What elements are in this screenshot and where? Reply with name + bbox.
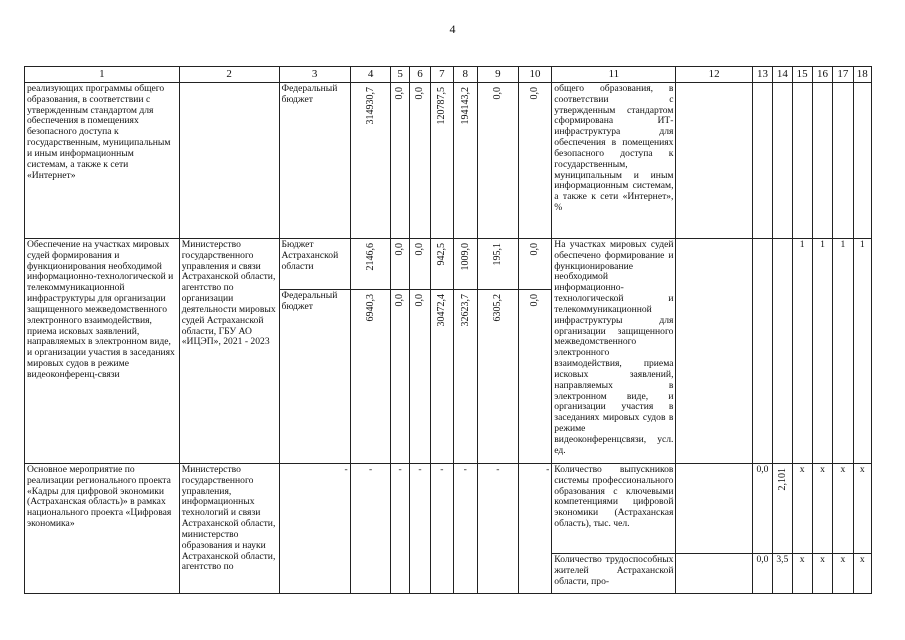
x-cell: x	[853, 554, 871, 594]
table-row	[25, 464, 872, 554]
event-description: Обеспечение на участках мировых судей формирования и функционирования необходимой информационно-технологической и телекоммуникационной инфраструктуры для организации защищенного межведомственного электронного взаимодействия, приема исковых заявлений, направляемых в электронном виде, и организации участия в заседаниях мировых судов в режиме видеоконференц-связи	[25, 239, 180, 464]
target-value: 1	[792, 239, 812, 464]
value-text: 1009,0	[459, 243, 471, 271]
value-cell	[350, 83, 391, 239]
dash-cell: -	[409, 464, 430, 594]
dash-cell: -	[477, 464, 518, 594]
indicator-description: Количество трудоспособных жителей Астраханской области, про-	[552, 554, 676, 594]
page-number: 4	[449, 22, 456, 36]
empty-cell	[676, 464, 752, 554]
col-header: 18	[853, 67, 871, 83]
col-header: 2	[179, 67, 279, 83]
value-text: 32623,7	[459, 294, 471, 327]
empty-cell	[676, 554, 752, 594]
dash-cell: -	[518, 464, 552, 594]
base-value: 0,0	[752, 554, 772, 594]
empty-cell	[812, 83, 832, 239]
value-text: 0,0	[529, 294, 541, 307]
empty-cell	[773, 83, 792, 239]
value-cell	[350, 239, 391, 290]
col-header: 16	[812, 67, 832, 83]
funding-source: Федеральный бюджет	[279, 83, 350, 239]
table-row	[25, 239, 872, 290]
funding-source: Бюджет Астраханской области	[279, 239, 350, 290]
x-cell: x	[812, 554, 832, 594]
value-text: 0,0	[414, 294, 426, 307]
value-cell	[391, 239, 409, 290]
empty-cell	[676, 83, 752, 239]
empty-cell	[853, 83, 871, 239]
value-cell	[453, 290, 477, 464]
x-cell: x	[812, 464, 832, 554]
executor-cell: Министерство государственного управления, информационных технологий и связи Астраханской области, министерство образования и науки Астраханской области, агентство по	[179, 464, 279, 594]
value-cell	[350, 290, 391, 464]
header-row	[25, 67, 872, 83]
value-cell	[518, 290, 552, 464]
value-text: 195,1	[492, 243, 504, 266]
table-row	[25, 83, 872, 239]
value-text: 0,0	[394, 294, 406, 307]
empty-cell	[752, 239, 772, 464]
value-cell	[773, 464, 792, 554]
x-cell: x	[792, 554, 812, 594]
value-cell	[431, 83, 453, 239]
indicator-description: На участках мировых судей обеспечено формирование и функционирование необходимой информационно-технологической и телекоммуникационной инфраструктуры для организации защищенного межведомственного электронного взаимодействия, приема исковых заявлений, направляемых в электронном виде, и организации участия в заседаниях мировых судов в режиме видеоконференцсвязи, усл. ед.	[552, 239, 676, 464]
value-text: 0,0	[529, 87, 541, 100]
value-text: 6940,3	[364, 294, 376, 322]
empty-cell	[752, 83, 772, 239]
target-value: 1	[853, 239, 871, 464]
empty-cell	[773, 239, 792, 464]
event-description: Основное мероприятие по реализации регионального проекта «Кадры для цифровой экономики (Астраханская область)» в рамках национального проекта «Цифровая экономика»	[25, 464, 180, 594]
value-text: 314930,7	[364, 87, 376, 125]
value-cell	[477, 239, 518, 290]
executor-cell: Министерство государственного управления и связи Астраханской области, агентство по организации деятельности мировых судей Астраханской области, ГБУ АО «ИЦЭП», 2021 - 2023	[179, 239, 279, 464]
col-header: 15	[792, 67, 812, 83]
program-table	[24, 66, 872, 594]
value-text: 0,0	[414, 87, 426, 100]
dash-cell: -	[453, 464, 477, 594]
col-header: 10	[518, 67, 552, 83]
col-header: 3	[279, 67, 350, 83]
col-header: 5	[391, 67, 409, 83]
col-header: 6	[409, 67, 430, 83]
dash-cell: -	[350, 464, 391, 594]
value-cell	[391, 290, 409, 464]
dash-cell: -	[391, 464, 409, 594]
col-header: 17	[833, 67, 853, 83]
target-value: 1	[812, 239, 832, 464]
value-text: 0,0	[394, 87, 406, 100]
value-cell	[409, 290, 430, 464]
dash-cell: -	[279, 464, 350, 594]
event-description: реализующих программы общего образования, в соответствии с утвержденным стандартом для обеспечения в помещениях безопасного доступа к государственным, муниципальным и иным информационным системам, а также к сети «Интернет»	[25, 83, 180, 239]
indicator-description: общего образования, в соответствии с утвержденным стандартом сформирована ИТ-инфраструктура для обеспечения в помещениях безопасного доступа к государственным, муниципальным и иным информационным системам, а также к сети «Интернет», %	[552, 83, 676, 239]
executor-cell	[179, 83, 279, 239]
value-text: 6305,2	[492, 294, 504, 322]
x-cell: x	[833, 464, 853, 554]
value-cell	[453, 239, 477, 290]
value-text: 0,0	[394, 243, 406, 256]
x-cell: x	[833, 554, 853, 594]
value-cell	[431, 290, 453, 464]
indicator-description: Количество выпускников системы профессионального образования с ключевыми компетенциями цифровой экономики (Астраханская область), тыс. чел.	[552, 464, 676, 554]
col-header: 1	[25, 67, 180, 83]
x-cell: x	[853, 464, 871, 554]
value-text: 30472,4	[436, 294, 448, 327]
col-header: 13	[752, 67, 772, 83]
funding-source: Федеральный бюджет	[279, 290, 350, 464]
value-text: 0,0	[529, 243, 541, 256]
empty-cell	[676, 239, 752, 464]
x-cell: x	[792, 464, 812, 554]
col-header: 14	[773, 67, 792, 83]
value-text: 2,101	[776, 468, 788, 491]
value-cell	[453, 83, 477, 239]
col-header: 4	[350, 67, 391, 83]
dash-cell: -	[431, 464, 453, 594]
value-cell	[409, 239, 430, 290]
empty-cell	[833, 83, 853, 239]
value-text: 2146,6	[364, 243, 376, 271]
col-header: 8	[453, 67, 477, 83]
value-text: 120787,5	[436, 87, 448, 125]
col-header: 7	[431, 67, 453, 83]
col-header: 12	[676, 67, 752, 83]
value-cell	[391, 83, 409, 239]
value-cell	[518, 239, 552, 290]
value-cell	[477, 290, 518, 464]
col-header: 9	[477, 67, 518, 83]
col-header: 11	[552, 67, 676, 83]
value-text: 0,0	[414, 243, 426, 256]
value-cell	[518, 83, 552, 239]
empty-cell	[792, 83, 812, 239]
value-cell: 3,5	[773, 554, 792, 594]
value-cell	[477, 83, 518, 239]
value-cell	[409, 83, 430, 239]
value-text: 942,5	[436, 243, 448, 266]
target-value: 1	[833, 239, 853, 464]
base-value: 0,0	[752, 464, 772, 554]
value-text: 194143,2	[459, 87, 471, 125]
value-text: 0,0	[492, 87, 504, 100]
value-cell	[431, 239, 453, 290]
